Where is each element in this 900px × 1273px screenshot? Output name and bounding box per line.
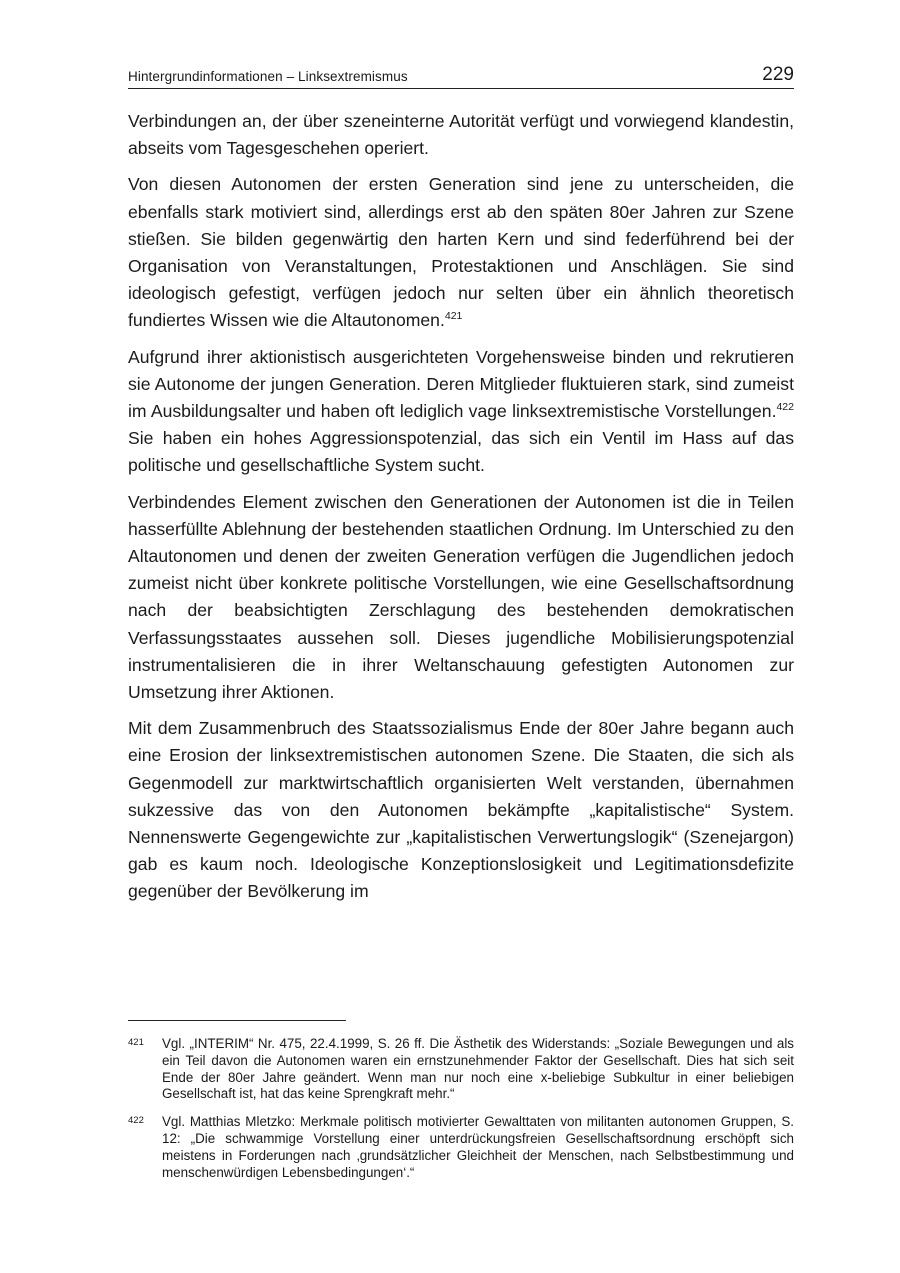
paragraph bbox=[128, 344, 794, 480]
footnote-reference-421[interactable]: 421 bbox=[444, 310, 463, 323]
footnote-422 bbox=[128, 1114, 794, 1181]
footnote-separator bbox=[128, 1020, 346, 1021]
footnote-number: 422 bbox=[128, 1115, 144, 1127]
paragraph-text: Mit dem Zusammenbruch des Staatssozialismus Ende der 80er Jahre begann auch eine Erosion der linksextremistischen autonomen Szene. Die Staaten, die sich als Gegenmodell zur marktwirtschaftlich organisierten Welt verstanden, übernahmen sukzessive das von den Autonomen bekämpfte „kapitalistische“ System. Nennenswerte Gegengewichte zur „kapitalistischen Verwertungslogik“ (Szenejargon) gab es kaum noch. Ideologische Konzeptionslosigkeit und Legitimationsdefizite gegenüber der Bevölkerung im bbox=[128, 718, 794, 902]
footnotes bbox=[128, 1036, 794, 1192]
page-header bbox=[128, 60, 794, 89]
paragraph bbox=[128, 489, 794, 707]
page-number: 229 bbox=[762, 64, 794, 85]
paragraph bbox=[128, 171, 794, 334]
paragraph bbox=[128, 108, 794, 162]
footnote-number: 421 bbox=[128, 1037, 144, 1048]
paragraph bbox=[128, 715, 794, 905]
footnote-reference-422[interactable]: 422 bbox=[776, 401, 794, 414]
paragraph-text: Von diesen Autonomen der ersten Generation sind jene zu unterscheiden, die ebenfalls stark motiviert sind, allerdings erst ab den späten 80er Jahren zur Szene stießen. Sie bilden gegenwärtig den harten Kern und sind federführend bei der Organisation von Veranstaltungen, Protestaktionen und Anschlägen. Sie sind ideologisch gefestigt, verfügen jedoch nur selten über ein ähnlich theoretisch fundiertes Wissen wie die Altautonomen. bbox=[128, 174, 794, 331]
paragraph-text: Sie haben ein hohes Aggressionspotenzial, das sich ein Ventil im Hass auf das politische und gesellschaftliche System sucht. bbox=[128, 428, 794, 476]
paragraph-text: Aufgrund ihrer aktionistisch ausgerichteten Vorgehensweise binden und rekrutieren sie Autonome der jungen Generation. Deren Mitglieder fluktuieren stark, sind zumeist im Ausbildungsalter und haben oft lediglich vage linksextremistische Vorstellungen. bbox=[128, 346, 794, 422]
running-title: Hintergrundinformationen – Linksextremismus bbox=[128, 69, 408, 84]
paragraph-text: Verbindendes Element zwischen den Generationen der Autonomen ist die in Teilen hasserfüllte Ablehnung der bestehenden staatlichen Ordnung. Im Unterschied zu den Altautonomen und denen der zweiten Generation verfügen die Jugendlichen jedoch zumeist nicht über konkrete politische Vorstellungen, wie eine Gesellschaftsordnung nach der beabsichtigten Zerschlagung des bestehenden demokratischen Verfassungsstaates aussehen soll. Dieses jugendliche Mobilisierungspotenzial instrumentalisieren die in ihrer Weltanschauung gefestigten Autonomen zur Umsetzung ihrer Aktionen. bbox=[128, 491, 794, 703]
body-text bbox=[128, 108, 794, 915]
footnote-text: Vgl. „INTERIM“ Nr. 475, 22.4.1999, S. 26 ff. Die Ästhetik des Widerstands: „Soziale Bewegungen und als ein Teil davon die Autonomen waren ein ernstzunehmender Faktor der Gesellschaft. Dies hat sich seit Ende der 80er Jahre geändert. Wenn man nur noch eine x-beliebige Subkultur in einer beliebigen Gesellschaft ist, hat das keine Sprengkraft mehr.“ bbox=[162, 1036, 794, 1102]
footnote-421 bbox=[128, 1036, 794, 1103]
footnote-text: Vgl. Matthias Mletzko: Merkmale politisch motivierter Gewalttaten von militanten autonomen Gruppen, S. 12: „Die schwammige Vorstellung einer unterdrückungsfreien Gesellschaftsordnung erschöpft sich meistens in Forderungen nach ‚grundsätzlicher Gleichheit der Menschen, nach Selbstbestimmung und menschenwürdigen Lebensbedingungen‘.“ bbox=[162, 1114, 794, 1180]
paragraph-text: Verbindungen an, der über szeneinterne Autorität verfügt und vorwiegend klandestin, abseits vom Tagesgeschehen operiert. bbox=[128, 111, 794, 159]
